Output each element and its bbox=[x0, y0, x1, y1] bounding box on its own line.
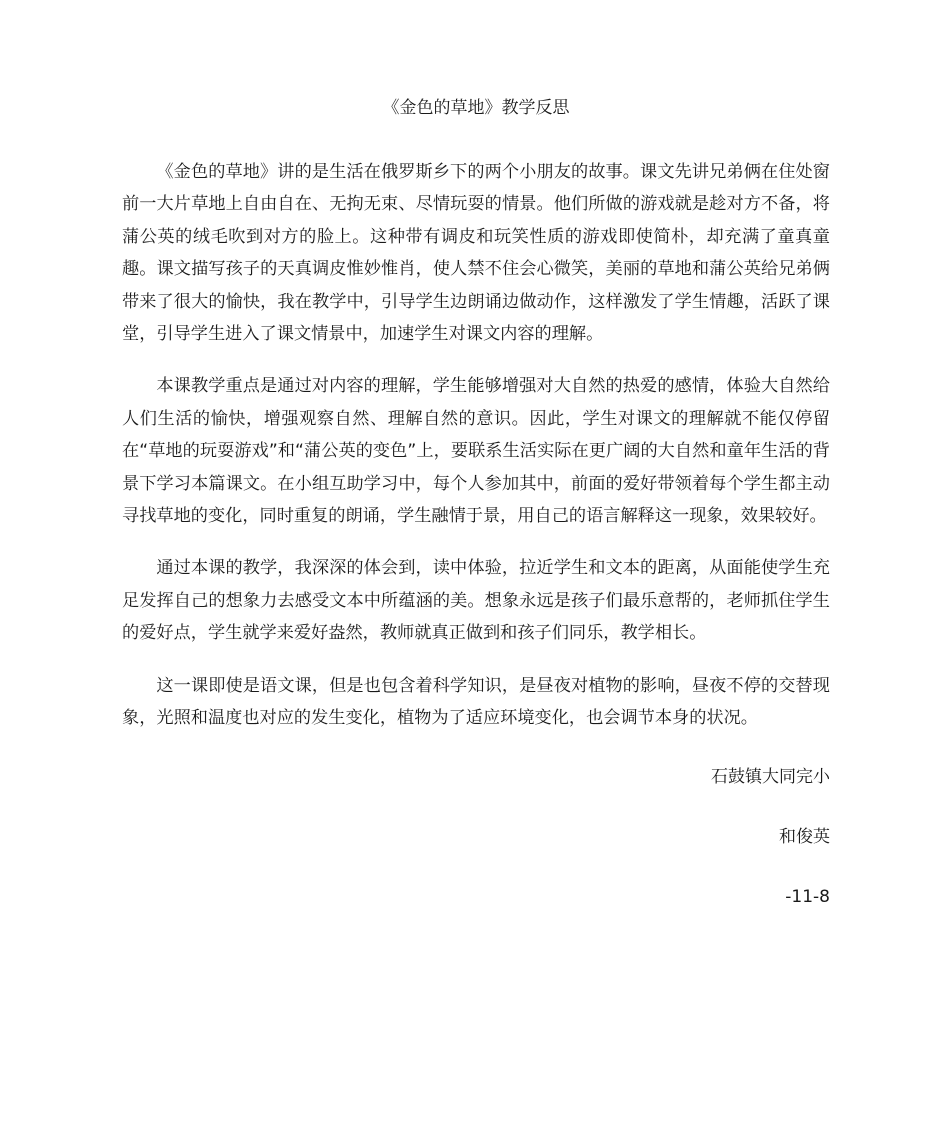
school-name: 石鼓镇大同完小 bbox=[711, 766, 830, 787]
paragraph-2: 本课教学重点是通过对内容的理解，学生能够增强对大自然的热爱的感情，体验大自然给人们生活的愉快，增强观察自然、理解自然的意识。因此，学生对课文的理解就不能仅停留在“草地的玩耍游戏”和“蒲公英的变色”上，要联系生活实际在更广阔的大自然和童年生活的背景下学习本篇课文。在小组互助学习中，每个人参加其中，前面的爱好带领着每个学生都主动寻找草地的变化，同时重复的朗诵，学生融情于景，用自己的语言解释这一现象，效果较好。 bbox=[122, 376, 830, 527]
author-name: 和俊英 bbox=[779, 826, 830, 847]
document-title: 《金色的草地》教学反思 bbox=[382, 98, 570, 118]
document-page bbox=[122, 94, 830, 911]
document-date: -11-8 bbox=[785, 886, 830, 907]
paragraph-4: 这一课即使是语文课，但是也包含着科学知识，是昼夜对植物的影响，昼夜不停的交替现象，光照和温度也对应的发生变化，植物为了适应环境变化，也会调节本身的状况。 bbox=[122, 675, 830, 729]
paragraph-3: 通过本课的教学，我深深的体会到，读中体验，拉近学生和文本的距离，从面能使学生充足发挥自己的想象力去感受文本中所蕴涵的美。想象永远是孩子们最乐意帮的，老师抓住学生的爱好点，学生就学来爱好盎然，教师就真正做到和孩子们同乐，教学相长。 bbox=[122, 558, 830, 644]
paragraph-1: 《金色的草地》讲的是生活在俄罗斯乡下的两个小朋友的故事。课文先讲兄弟俩在住处窗前一大片草地上自由自在、无拘无束、尽情玩耍的情景。他们所做的游戏就是趁对方不备，将蒲公英的绒毛吹到对方的脸上。这种带有调皮和玩笑性质的游戏即使简朴，却充满了童真童趣。课文描写孩子的天真调皮惟妙惟肖，使人禁不住会心微笑，美丽的草地和蒲公英给兄弟俩带来了很大的愉快，我在教学中，引导学生边朗诵边做动作，这样激发了学生情趣，活跃了课堂，引导学生进入了课文情景中，加速学生对课文内容的理解。 bbox=[122, 162, 830, 345]
